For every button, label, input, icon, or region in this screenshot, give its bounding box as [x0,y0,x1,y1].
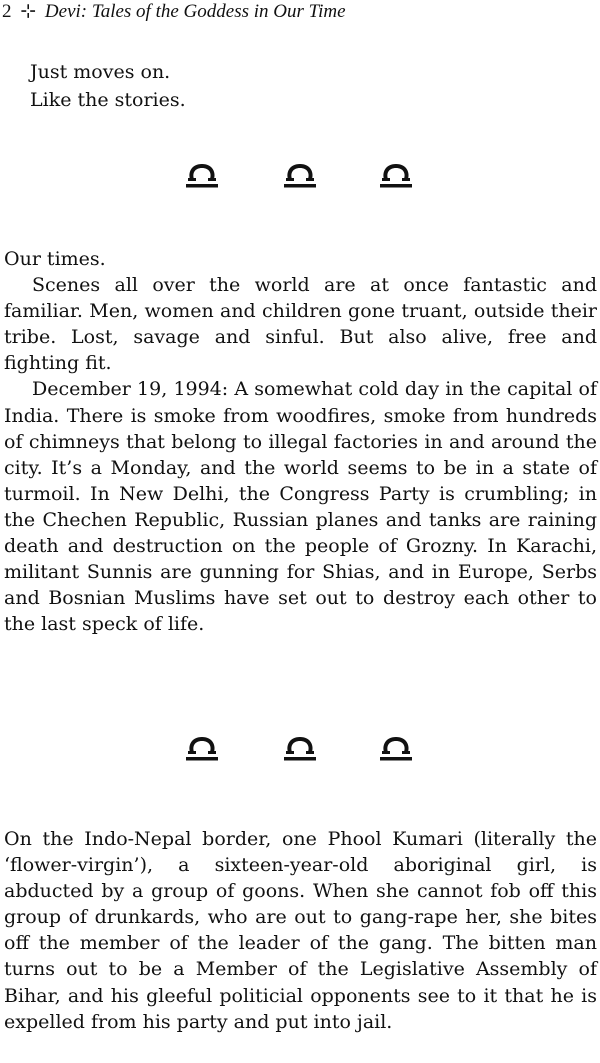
verse-line: Just moves on. [30,61,171,83]
om-symbol-ornament-icon [378,160,414,190]
om-symbol-ornament-icon [184,733,220,763]
paragraph: Scenes all over the world are at once fantastic and familiar. Men, women and children gone truant, outside their tribe. Lost, savage and sinful. But also alive, free and fighting fit. [4,274,597,375]
section-break-ornaments [0,160,600,200]
om-symbol-ornament-icon [184,160,220,190]
om-symbol-ornament-icon [282,160,318,190]
page-number: 2 [2,1,12,22]
running-head [2,0,346,24]
verse-line: Like the stories. [30,89,186,111]
body-text-section-1 [4,246,597,637]
book-title: Devi: Tales of the Goddess in Our Time [44,1,346,22]
section-break-ornaments [0,733,600,773]
om-symbol-ornament-icon [282,733,318,763]
om-symbol-ornament-icon [378,733,414,763]
paragraph: December 19, 1994: A somewhat cold day in the capital of India. There is smoke from woodfires, smoke from hundreds of chimneys that belong to illegal factories in and around the city. It’s a Monday, and the world seems to be in a state of turmoil. In New Delhi, the Congress Party is crumbling; in the Chechen Republic, Russian planes and tanks are raining death and destruction on the people of Grozny. In Karachi, militant Sunnis are gunning for Shias, and in Europe, Serbs and Bosnian Muslims have set out to destroy each other to the last speck of life. [4,378,597,636]
body-text-section-2 [4,826,597,1035]
verse-block [30,58,186,114]
paragraph: Our times. [4,248,106,270]
running-head-ornament: ⊹ [20,1,37,22]
paragraph: On the Indo-Nepal border, one Phool Kumari (literally the ‘flower-virgin’), a sixteen-year-old aboriginal girl, is abducted by a group of goons. When she cannot fob off this group of drunkards, who are out to gang-rape her, she bites off the member of the leader of the gang. The bitten man turns out to be a Member of the Legislative Assembly of Bihar, and his gleeful politicial opponents see to it that he is expelled from his party and put into jail. [4,828,597,1033]
